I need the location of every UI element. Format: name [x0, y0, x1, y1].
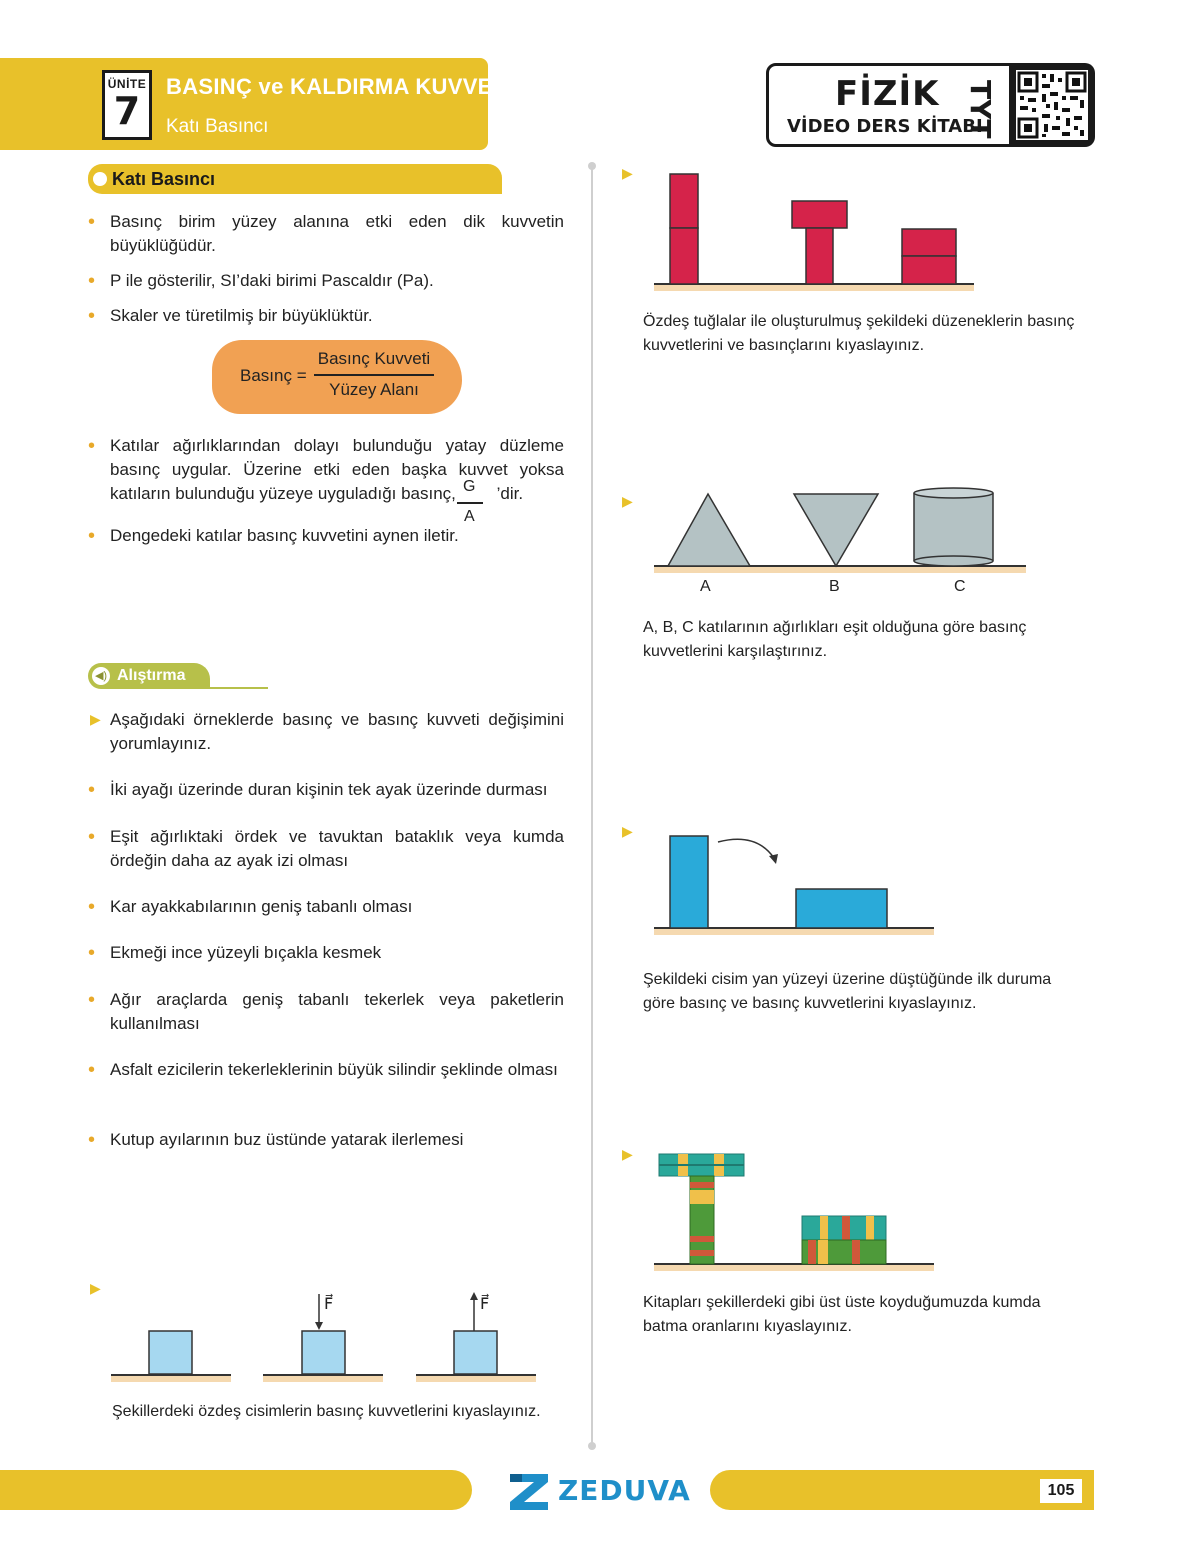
shape-b-inverted-triangle	[794, 494, 878, 566]
column-divider	[591, 166, 593, 1446]
bricks-vertical-stack	[670, 174, 698, 284]
qr-code-icon[interactable]	[1009, 63, 1095, 147]
book-badge	[766, 63, 1092, 147]
bullet-definition: • Basınç birim yüzey alanına etki eden dik kuvvetin büyüklüğüdür.	[110, 210, 564, 258]
footer-bar-left	[0, 1470, 472, 1510]
bullet-equilibrium: • Dengedeki katılar basınç kuvvetini aynen iletir.	[110, 524, 564, 548]
exercise-item: • Ekmeği ince yüzeyli bıçakla kesmek	[110, 941, 564, 965]
shape-c-cylinder	[914, 488, 993, 566]
block-force-down	[263, 1294, 383, 1382]
force-label-down: F⃗	[324, 1296, 334, 1313]
divider-dot	[588, 162, 596, 170]
footer-bar-right	[710, 1470, 1094, 1510]
triangle-marker-icon: ▶	[622, 1146, 633, 1162]
shapes-caption: A, B, C katılarının ağırlıkları eşit olduğuna göre basınç kuvvetlerini karşılaştırınız.	[643, 619, 1027, 660]
exercise-title: Alıştırma	[117, 667, 186, 684]
triangle-marker-icon: ▶	[622, 165, 633, 181]
shape-a-triangle	[668, 494, 750, 566]
book-subject: FİZİK	[835, 74, 940, 114]
bullet-symbol: • P ile gösterilir, SI’daki birimi Pascaldır (Pa).	[110, 269, 564, 293]
block-standing	[670, 836, 708, 928]
page-number: 105	[1040, 1479, 1082, 1503]
tipping-caption: Şekildeki cisim yan yüzeyi üzerine düştüğünde ilk duruma göre basınç ve basınç kuvvetlerini kıyaslayınız.	[643, 971, 1052, 1012]
bullet-solid-pressure	[110, 434, 564, 506]
unit-badge	[102, 70, 152, 140]
section-heading	[88, 164, 502, 194]
block-force-up	[416, 1292, 536, 1382]
tip-arrow	[718, 839, 774, 858]
force-label-up: F⃗	[480, 1296, 490, 1313]
books-caption: Kitapları şekillerdeki gibi üst üste koyduğumuzda kumda batma oranlarını kıyaslayınız.	[643, 1294, 1041, 1335]
unit-word: ÜNİTE	[107, 77, 147, 91]
bullet-dot-icon	[93, 172, 107, 186]
shape-label-a: A	[700, 578, 711, 595]
bricks-t-shape	[792, 201, 847, 284]
block-lying	[796, 889, 887, 928]
unit-subtitle: Katı Basıncı	[166, 116, 269, 137]
blocks-caption: Şekillerdeki özdeş cisimlerin basınç kuvvetlerini kıyaslayınız.	[112, 1403, 541, 1420]
triangle-marker-icon: ▶	[90, 1280, 101, 1296]
exercise-intro: Aşağıdaki örneklerde basınç ve basınç kuvveti değişimini yorumlayınız.	[110, 710, 564, 753]
bricks-figure	[652, 170, 982, 295]
triangle-marker-icon: ▶	[622, 823, 633, 839]
divider-dot	[588, 1442, 596, 1450]
formula-numerator: Basınç Kuvveti	[317, 349, 431, 368]
fraction-g-bar	[457, 502, 483, 504]
triangle-marker-icon: ▶	[90, 711, 101, 727]
books-flat-stack	[802, 1216, 886, 1264]
zeduva-logo-icon	[508, 1472, 552, 1512]
unit-number: 7	[113, 89, 141, 133]
exercise-item: • Kar ayakkabılarının geniş tabanlı olması	[110, 895, 564, 919]
formula-lhs: Basınç =	[240, 366, 307, 385]
speaker-icon: ◀)	[92, 667, 110, 685]
fraction-a-denominator: A	[464, 508, 475, 525]
exercise-item: • Asfalt ezicilerin tekerleklerinin büyük silindir şeklinde olması	[110, 1058, 564, 1082]
triangle-marker-icon: ▶	[622, 493, 633, 509]
shape-label-c: C	[954, 578, 966, 595]
exercise-item: • Ağır araçlarda geniş tabanlı tekerlek veya paketlerin kullanılması	[110, 988, 564, 1036]
shape-label-b: B	[829, 578, 840, 595]
fraction-g-numerator: G	[463, 478, 476, 495]
books-figure	[652, 1150, 942, 1275]
book-level: TYT	[964, 80, 997, 139]
brand-name: ZEDUVA	[558, 1474, 691, 1507]
shapes-figure	[652, 488, 1032, 578]
tipping-block-figure	[652, 830, 942, 940]
exercise-underline	[200, 687, 268, 689]
exercise-item: • Eşit ağırlıktaki ördek ve tavuktan bataklık veya kumda ördeğin daha az ayak izi olması	[110, 825, 564, 873]
bricks-caption: Özdeş tuğlalar ile oluşturulmuş şekildeki düzeneklerin basınç kuvvetlerini ve basınçlarını kıyaslayınız.	[643, 313, 1075, 354]
bullet-scalar: • Skaler ve türetilmiş bir büyüklüktür.	[110, 304, 564, 328]
books-t-stack	[659, 1154, 744, 1264]
bullet-solid-pressure-text: Katılar ağırlıklarından dolayı bulunduğu yatay düzleme basınç uygular. Üzerine etki eden başka kuvvet yoksa katıların bulunduğu yüzeye uyguladığı basınç,	[110, 436, 564, 503]
section-title: Katı Basıncı	[112, 169, 216, 189]
formula-fraction-bar	[314, 374, 434, 376]
bricks-flat-stack	[902, 229, 956, 284]
book-series: VİDEO DERS KİTABI	[787, 116, 983, 137]
exercise-item: • İki ayağı üzerinde duran kişinin tek ayak üzerinde durması	[110, 778, 564, 802]
formula-denominator: Yüzey Alanı	[329, 380, 419, 399]
exercise-item: • Kutup ayılarının buz üstünde yatarak ilerlemesi	[110, 1128, 564, 1152]
bullet-solid-pressure-suffix: ’dir.	[496, 484, 524, 503]
unit-title: BASINÇ ve KALDIRMA KUVVETİ	[166, 74, 513, 99]
block-no-force	[111, 1331, 231, 1382]
